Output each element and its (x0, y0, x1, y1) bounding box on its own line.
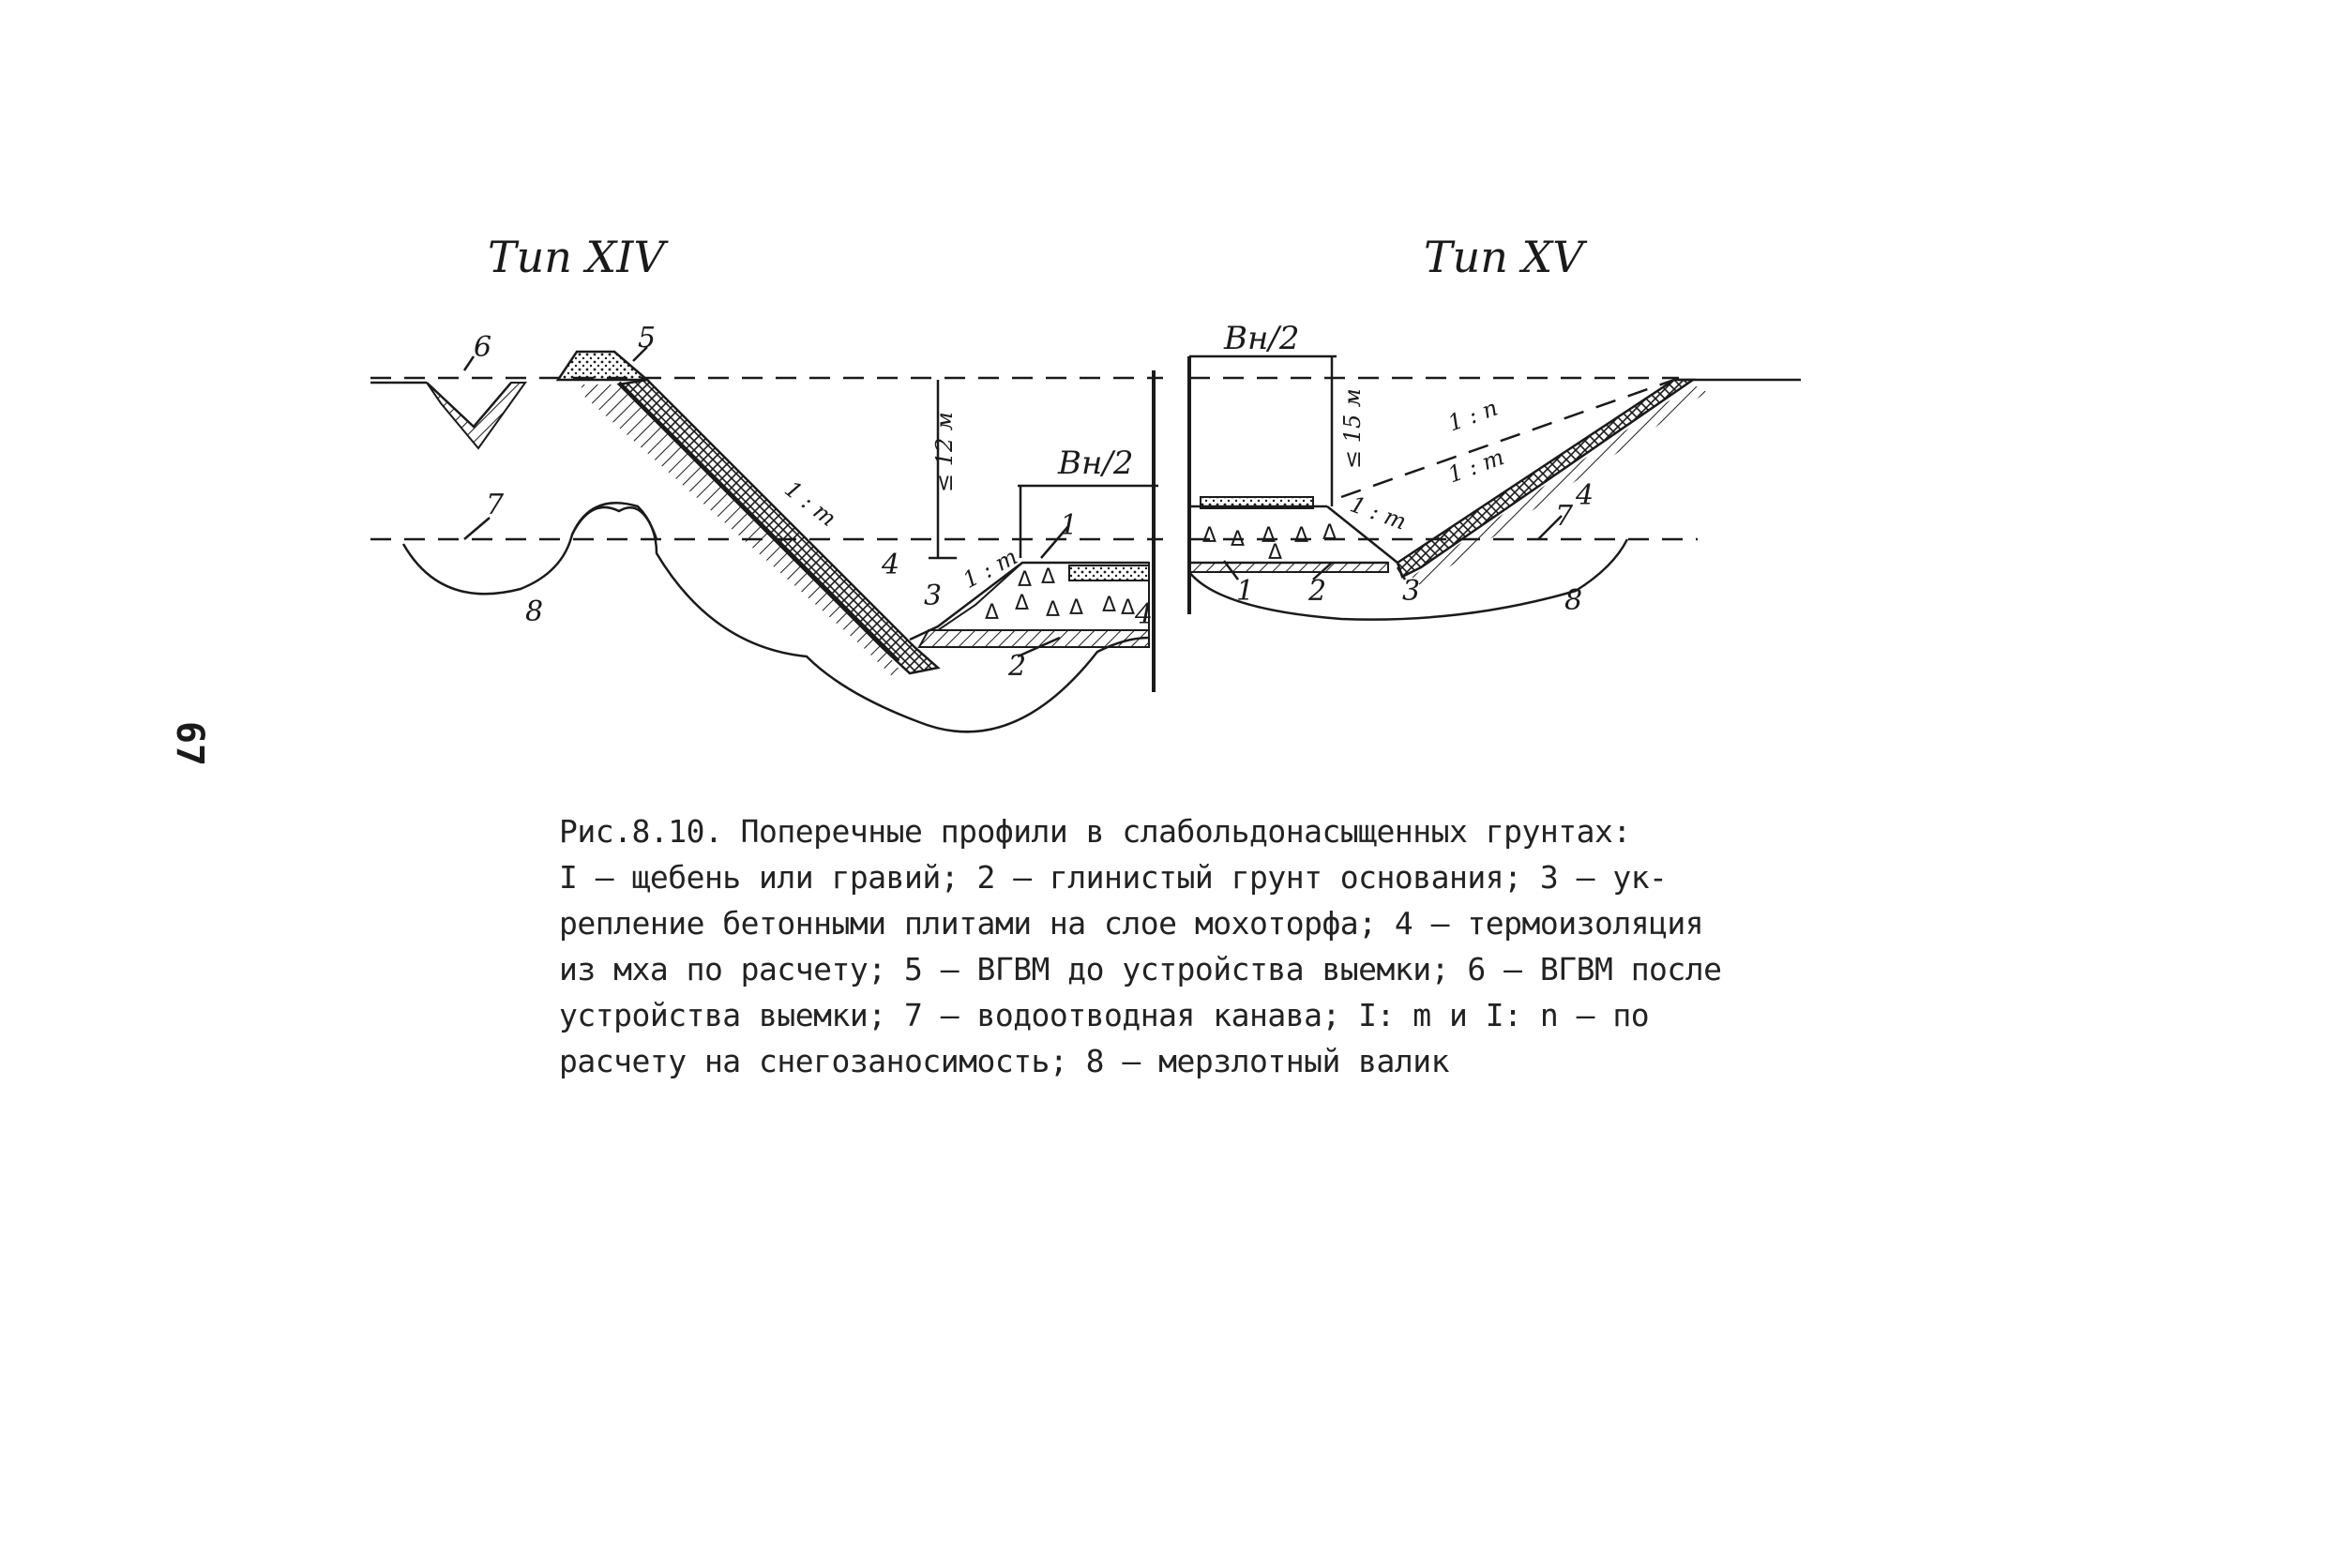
caption-line: I – щебень или гравий; 2 – глинистый грунт основания; 3 – ук- (559, 859, 1668, 896)
clay-base-2-right (1189, 563, 1388, 572)
svg-text:Δ: Δ (1202, 524, 1217, 548)
svg-text:Δ: Δ (1268, 541, 1283, 565)
half-width-label-right: Bн/2 (1224, 320, 1300, 357)
slope-n-label: 1 : n (1444, 394, 1502, 437)
svg-text:Δ: Δ (1018, 568, 1033, 592)
mound-5 (558, 352, 647, 380)
slope-small-left: 1 : m (959, 543, 1022, 594)
svg-text:Δ: Δ (1121, 596, 1136, 620)
callout-1-right: 1 (1236, 575, 1255, 608)
svg-text:Δ: Δ (1069, 596, 1084, 620)
caption-line: из мха по расчету; 5 – ВГВМ до устройства выемки; 6 – ВГВМ после (559, 951, 1722, 988)
slope-m-label: 1 : m (1444, 444, 1508, 489)
callout-7-left: 7 (486, 489, 505, 521)
callout-2-left: 2 (1008, 650, 1027, 683)
svg-text:Δ: Δ (1102, 594, 1117, 617)
caption-line: репление бетонными плитами на слое мохоторфа; 4 – термоизоляция (559, 905, 1704, 942)
callout-4-left: 4 (882, 549, 900, 581)
callout-8-left: 8 (525, 596, 544, 628)
callout-8-right: 8 (1564, 584, 1583, 617)
half-width-label-left: Bн/2 (1058, 445, 1134, 482)
callout-4-left-b: 4 (1135, 598, 1154, 631)
svg-text:Δ: Δ (1262, 524, 1277, 548)
callout-6: 6 (474, 331, 492, 364)
callout-1-left: 1 (1060, 509, 1079, 542)
figure-caption (559, 808, 1816, 1084)
callout-3-left: 3 (924, 580, 943, 612)
callout-7-right: 7 (1555, 500, 1574, 533)
callout-5: 5 (638, 322, 657, 354)
svg-text:Δ: Δ (1015, 592, 1030, 615)
slope-label-left: 1 : m (779, 475, 841, 533)
callout-2-right: 2 (1308, 575, 1327, 608)
page-number: 67 (168, 720, 211, 767)
ditch-6 (427, 383, 525, 448)
slope-small-right: 1 : m (1346, 490, 1411, 535)
svg-text:Δ: Δ (1041, 565, 1056, 589)
svg-text:Δ: Δ (1231, 528, 1246, 551)
svg-text:Δ: Δ (1322, 521, 1337, 545)
type-xiv-title: Тип XIV (488, 232, 665, 282)
svg-text:Δ: Δ (985, 601, 1000, 625)
type-xv-title: Тип XV (1424, 232, 1584, 282)
caption-line: Рис.8.10. Поперечные профили в слабольдонасыщенных грунтах: (559, 813, 1631, 850)
svg-text:Δ: Δ (1046, 598, 1061, 622)
caption-line: расчету на снегозаносимость; 8 – мерзлотный валик (559, 1043, 1450, 1079)
depth-label-left: ≤ 12 м (931, 412, 958, 492)
slope-insulation (619, 380, 938, 673)
slope-insulation-right (1398, 380, 1693, 577)
callout-3-right: 3 (1402, 575, 1421, 608)
callout-4-right: 4 (1576, 479, 1594, 512)
caption-line: устройства выемки; 7 – водоотводная канава; I: m и I: n – по (559, 997, 1650, 1033)
depth-label-right: ≤ 15 м (1339, 388, 1366, 469)
svg-text:Δ: Δ (1294, 524, 1309, 548)
